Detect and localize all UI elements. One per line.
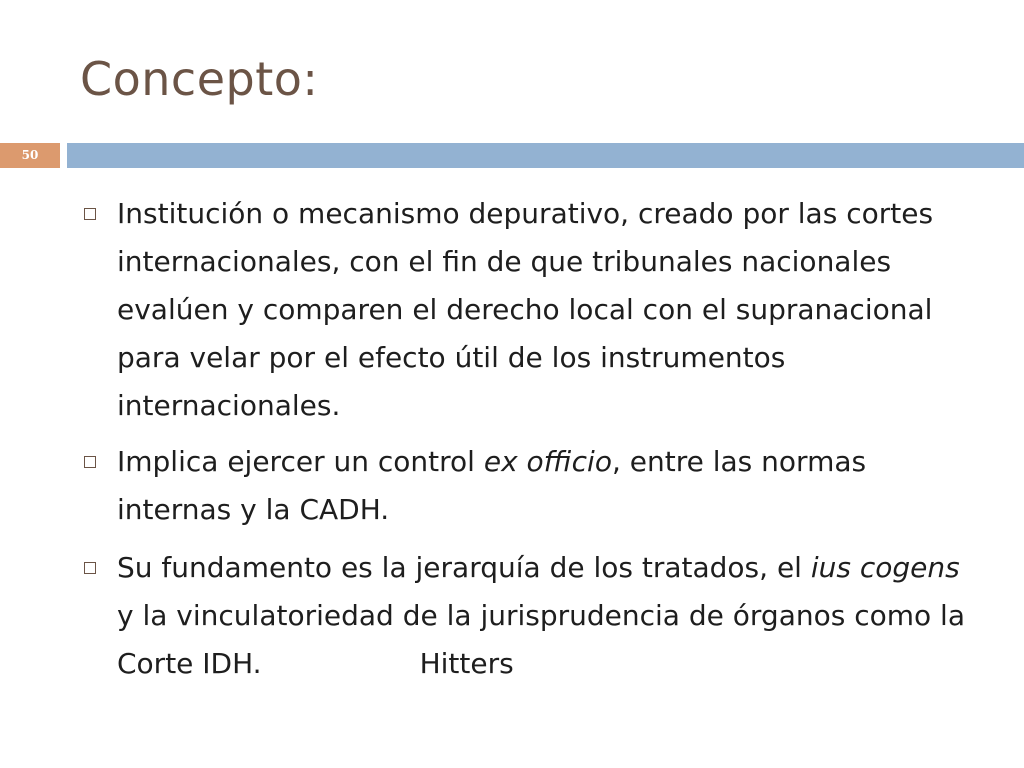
bullet-text-italic: ex officio [483, 445, 612, 478]
hollow-square-bullet-icon [84, 456, 96, 468]
bullet-text: Institución o mecanismo depurativo, creado por las cortes internacionales, con el fin de que tribunales nacionales evalúen y comparen el derecho local con el supranacional para velar por el efecto útil de los instrumentos internacionales. [117, 197, 934, 422]
attribution: Hitters [419, 647, 514, 680]
bullet-text: y la vinculatoriedad de la jurisprudencia de órganos como la Corte IDH. [117, 599, 965, 680]
bullet-item [80, 190, 980, 430]
slide-number: 50 [0, 143, 60, 168]
bullet-text-italic: ius cogens [810, 551, 960, 584]
bullet-list [80, 190, 980, 696]
bullet-text: Implica ejercer un control [117, 445, 484, 478]
bullet-text: , entre las normas internas y la CADH. [117, 445, 867, 526]
header-rule [67, 143, 1024, 168]
hollow-square-bullet-icon [84, 562, 96, 574]
hollow-square-bullet-icon [84, 208, 96, 220]
bullet-item [80, 438, 980, 534]
bullet-text: Su fundamento es la jerarquía de los tratados, el [117, 551, 811, 584]
slide-title: Concepto: [80, 52, 319, 106]
bullet-item [80, 544, 980, 688]
